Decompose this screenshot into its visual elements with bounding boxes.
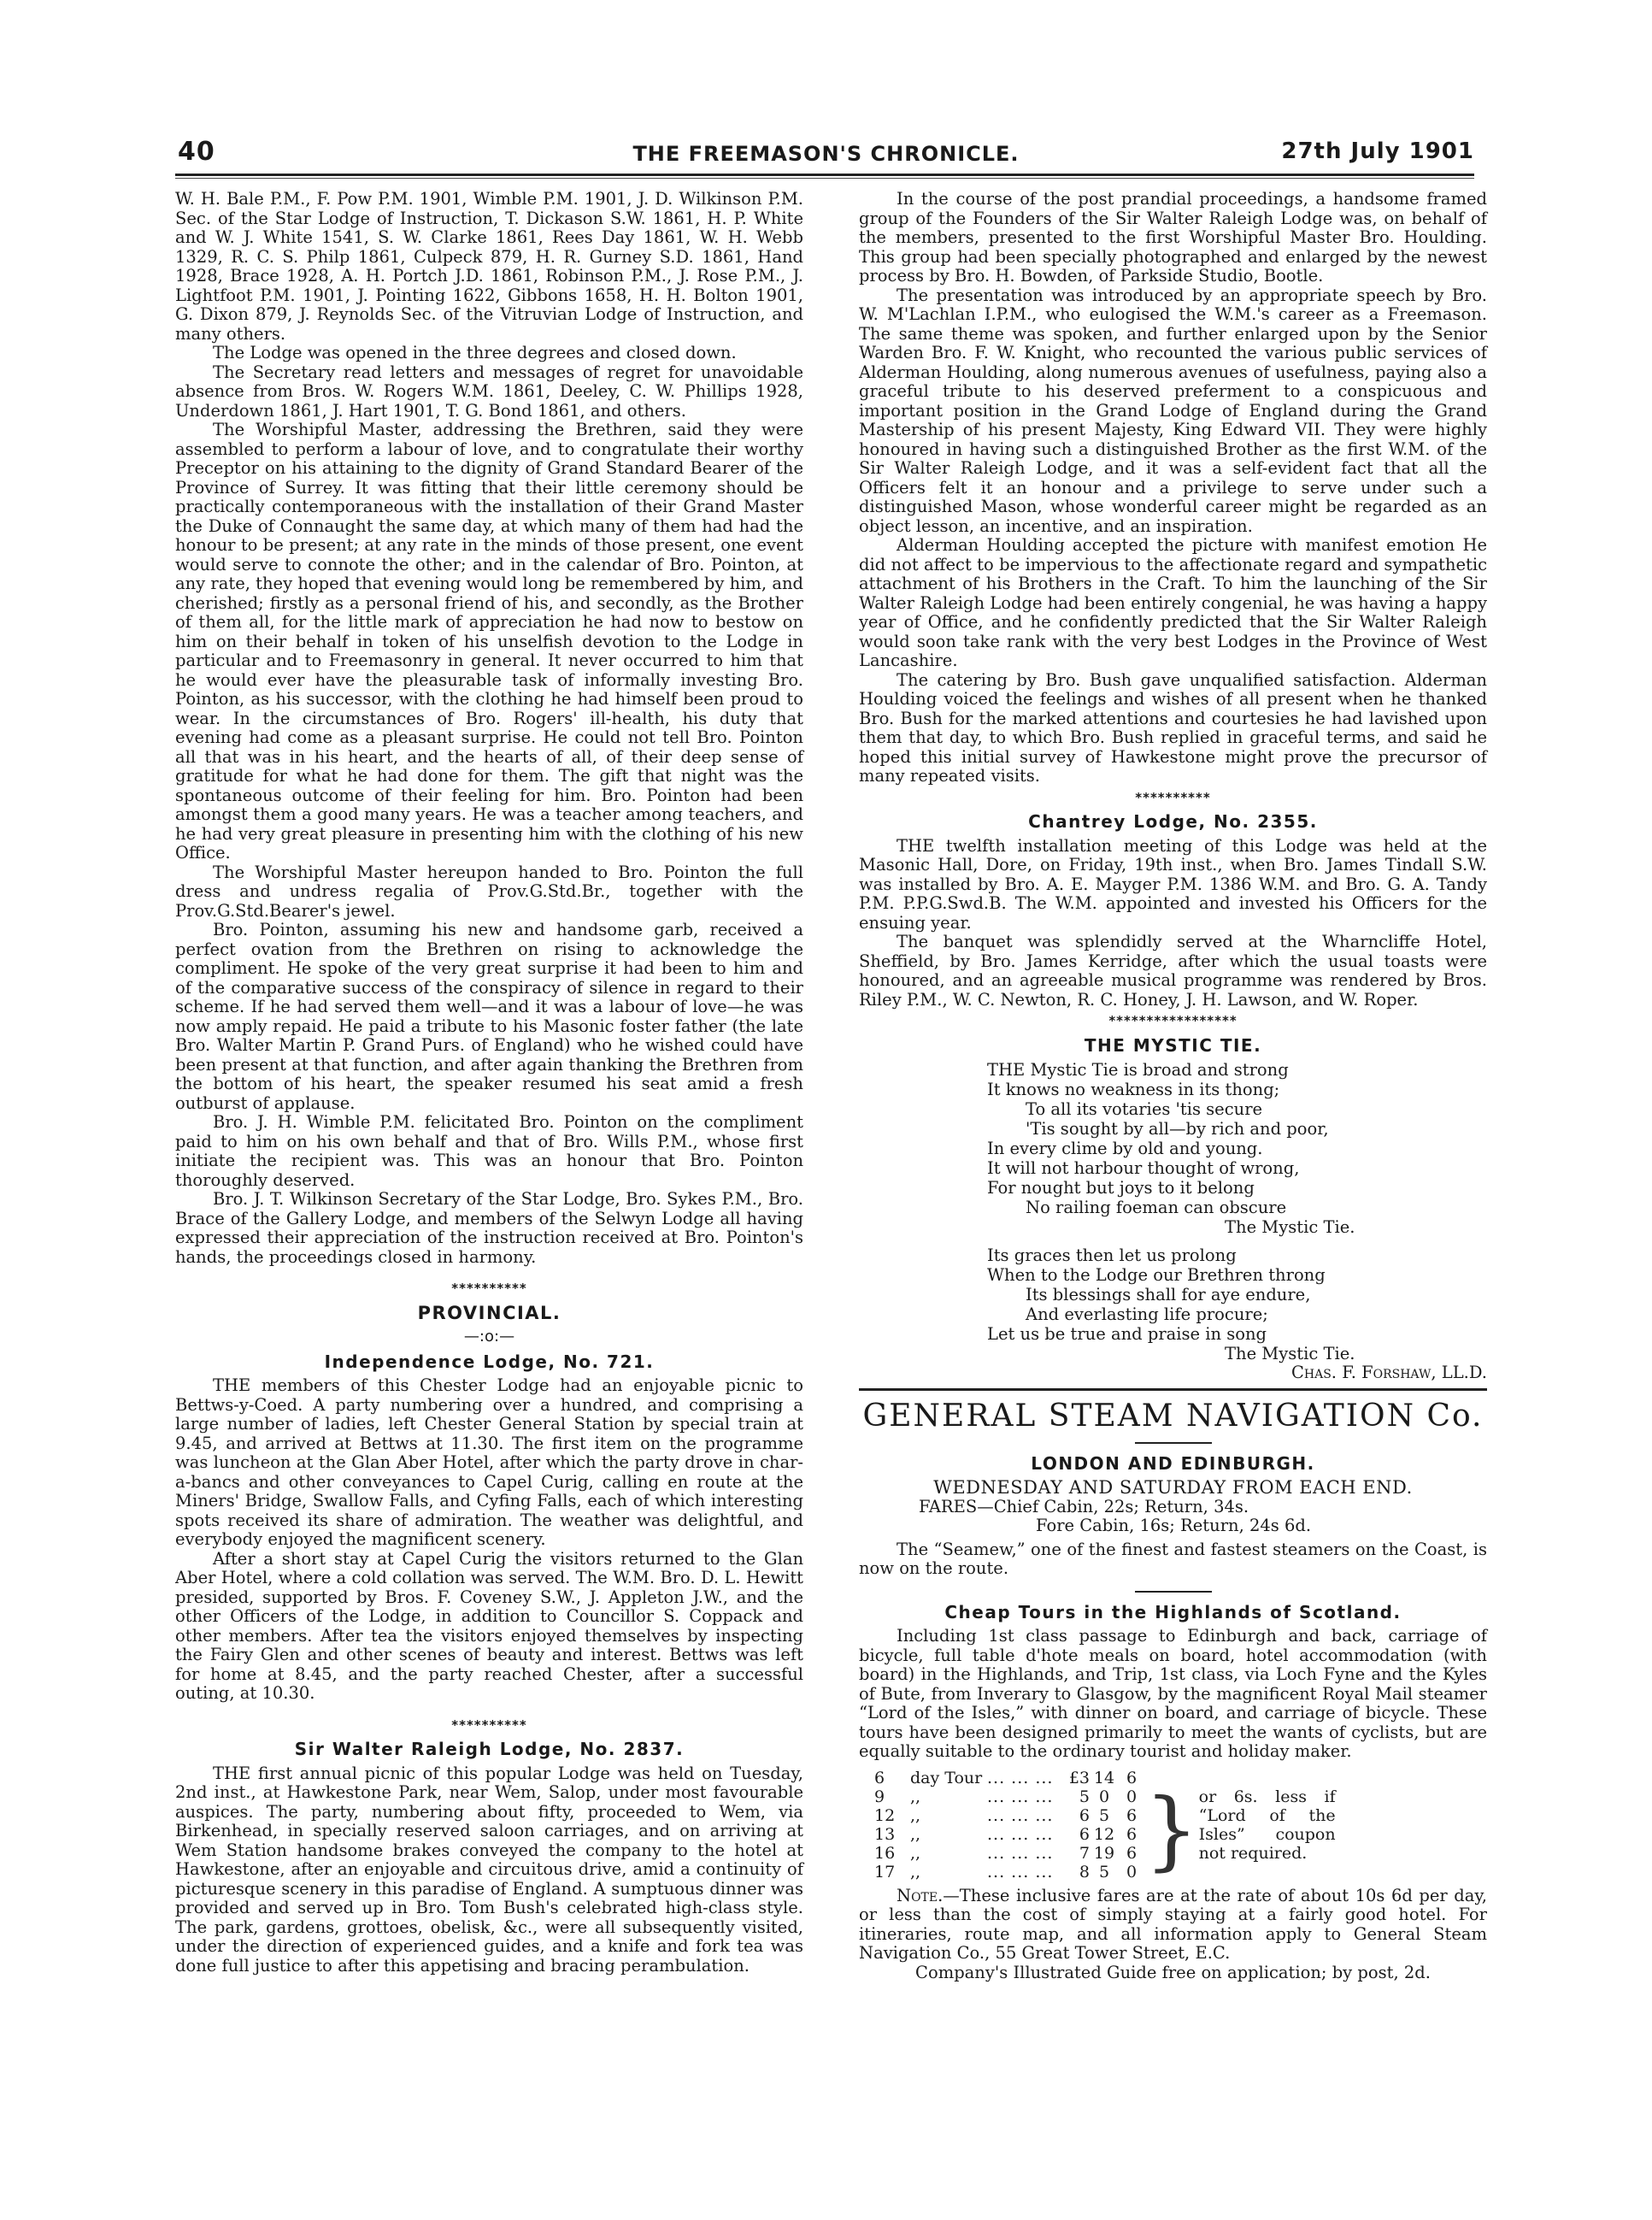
steamer-note: The “Seamew,” one of the finest and fastest steamers on the Coast, is now on the route. [859,1539,1487,1578]
article-paragraph: After a short stay at Capel Curig the visitors returned to the Glan Aber Hotel, where a cold collation was served. The W.M. Bro. D. L. Hewitt presided, supported by Bros. F. Coveney S.W., J. Appleton J.W., and the other Officers of the Lodge, in addition to Councillor S. Coppack and other members. After tea the visitors enjoyed themselves by inspecting the Fairy Glen and other scenes of beauty and interest. Bettws was left for home at 8.45, and the party reached Chester, after a successful outing, at 10.30. [175,1548,803,1703]
fares-line: Fore Cabin, 16s; Return, 24s 6d. [1036,1515,1312,1535]
poem-line: It will not harbour thought of wrong, [987,1158,1300,1178]
poem-line: In every clime by old and young. [987,1139,1263,1158]
masthead-rule-thin [175,178,1474,179]
poem-line: THE Mystic Tie is broad and strong [987,1060,1289,1080]
poem-line: When to the Lodge our Brethren throng [987,1265,1326,1285]
advertisement-rule [859,1388,1487,1391]
section-separator: ***************** [1108,1013,1238,1028]
tours-description: Including 1st class passage to Edinburgh and back, carriage of bicycle, full table d'hote meals on board, hotel accommodation (with board) in the Highlands, and Trip, 1st class, via Loch Fyne and the Kyles of Bute, from Inverary to Glasgow, by the magnificent Royal Mail steamer “Lord of the Isles,” with dinner on board, and carriage of bicycle. These tours have been designed primarily to meet the wants of cyclists, but are equally suitable to the ordinary tourist and holiday maker. [859,1626,1487,1761]
ornament-divider: —:o:— [463,1328,515,1346]
article-heading-independence-lodge: Independence Lodge, No. 721. [324,1351,655,1372]
section-heading-provincial: PROVINCIAL. [417,1302,561,1323]
article-paragraph: The banquet was splendidly served at the Wharncliffe Hotel, Sheffield, by Bro. James Kerridge, after which the usual toasts were honoured, and an agreeable musical programme was rendered by Bros. Riley P.M., W. C. Newton, R. C. Honey, J. H. Lawson, and W. Roper. [859,932,1487,1010]
table-row: 9 ,, ... ... ... 5 0 0 } or 6s. less if “Lord of the Isles” coupon not required. [874,1779,1336,1880]
masthead [178,137,1474,173]
article-paragraph: Bro. J. H. Wimble P.M. felicitated Bro. Pointon on the compliment paid to him on his own behalf and that of Bro. Wills P.M., whose first initiate the recipient was. This was an honour that Bro. Pointon thoroughly deserved. [175,1112,803,1190]
poem-line: It knows no weakness in its thong; [987,1080,1280,1099]
drop-lead: THE [213,1375,251,1395]
poem-line: For nought but joys to it belong [987,1178,1255,1198]
article-paragraph: The Secretary read letters and messages of regret for unavoidable absence from Bros. W. Rogers W.M. 1861, Deeley, C. W. Phillips 1928, Underdown 1861, J. Hart 1901, T. G. Bond 1861, and others. [175,362,803,421]
route-heading: LONDON AND EDINBURGH. [1031,1452,1315,1474]
schedule-line: WEDNESDAY AND SATURDAY FROM EACH END. [933,1477,1413,1498]
article-paragraph: The presentation was introduced by an appropriate speech by Bro. W. M'Lachlan I.P.M., who eulogised the W.M.'s career as a Freemason. The same theme was spoken, and further enlarged upon by the Senior Warden Bro. F. W. Knight, who recounted the various public services of Alderman Houlding, along numerous avenues of usefulness, paying also a graceful tribute to his deserved preferment to a conspicuous and important position in the Grand Lodge of England during the Grand Mastership of his present Majesty, King Edward VII. They were highly honoured in having such a distinguished Brother as the first W.M. of the Sir Walter Raleigh Lodge, and it was a self-evident fact that all the Officers felt it an honour and a privilege to serve under such a distinguished Mason, whose wonderful career might be regarded as an object lesson, an incentive, and an inspiration. [859,285,1487,536]
article-paragraph: Bro. J. T. Wilkinson Secretary of the Star Lodge, Bro. Sykes P.M., Bro. Brace of the Gallery Lodge, and members of the Selwyn Lodge all having expressed their appreciation of the instruction received at Bro. Pointon's hands, the proceedings closed in harmony. [175,1189,803,1267]
poem-refrain: The Mystic Tie. [1225,1217,1355,1237]
article-paragraph: The Lodge was opened in the three degrees and closed down. [213,343,737,362]
poem-line: Its blessings shall for aye endure, [1026,1285,1311,1304]
fares-note: Note.—These inclusive fares are at the rate of about 10s 6d per day, or less than the cost of simply staying at a fairly good hotel. For itineraries, route map, and all information apply to General Steam Navigation Co., 55 Great Tower Street, E.C. [859,1885,1487,1963]
short-rule [1135,1442,1212,1444]
fares-block [919,1498,1487,1535]
fares-line: FARES—Chief Cabin, 22s; Return, 34s. [919,1496,1249,1516]
table-row: 16 ,, ... ... ... 7 19 6 [874,1843,1138,1863]
issue-date: 27th July 1901 [1281,138,1474,164]
table-row: 6 day Tour ... ... ... £3 14 6 [874,1768,1138,1787]
section-separator: ********** [451,1717,527,1733]
attendees-paragraph: W. H. Bale P.M., F. Pow P.M. 1901, Wimble P.M. 1901, J. D. Wilkinson P.M. Sec. of the Star Lodge of Instruction, T. Dickason S.W. 1861, H. P. White and W. J. White 1541, S. W. Clarke 1861, Rees Day 1861, W. H. Webb 1329, R. C. S. Philp 1861, Culpeck 879, H. R. Gurney S.D. 1861, Hand 1928, Brace 1928, A. H. Portch J.D. 1861, Robinson P.M., J. Rose P.M., J. Lightfoot P.M. 1901, J. Pointing 1622, Gibbons 1658, H. H. Bolton 1901, G. Dixon 879, J. Reynolds Sec. of the Vitruvian Lodge of Instruction, and many others. [175,189,803,344]
right-column [859,190,1487,1982]
article-paragraph: The catering by Bro. Bush gave unqualified satisfaction. Alderman Houlding voiced the feelings and wishes of all present when he thanked Bro. Bush for the marked attentions and courtesies he had lavished upon them that day, to which Bro. Bush replied in graceful terms, and said he hoped this initial survey of Hawkestone might prove the precursor of many repeated visits. [859,669,1487,786]
masthead-rule [175,174,1474,176]
drop-lead: THE [897,835,935,856]
publication-title: THE FREEMASON'S CHRONICLE. [632,142,1020,166]
poem [987,1060,1487,1363]
poem-line: Let us be true and praise in song [987,1324,1267,1344]
advertiser-name: GENERAL STEAM NAVIGATION Co. [862,1398,1484,1434]
advertisement [859,1398,1487,1983]
article-paragraph: Bro. Pointon, assuming his new and handsome garb, received a perfect ovation from the Brethren on rising to acknowledge the compliment. He spoke of the very great surprise it had been to him and of the comparative success of the conspiracy of silence in regard to their scheme. If he had served them well—and it was a labour of love—he was now amply repaid. He paid a tribute to his Masonic foster father (the late Bro. Walter Martin P. Grand Purs. of England) who he wished could have been present at that function, and after again thanking the Brethren from the bottom of his heart, the speaker resumed his seat amid a fresh outburst of applause. [175,920,803,1113]
poem-title: THE MYSTIC TIE. [1084,1034,1262,1056]
section-separator: ********** [451,1281,527,1296]
guide-offer: Company's Illustrated Guide free on application; by post, 2d. [915,1962,1431,1982]
article-heading-chantrey-lodge: Chantrey Lodge, No. 2355. [1028,811,1318,832]
article-paragraph: The Worshipful Master, addressing the Brethren, said they were assembled to perform a labour of love, and to congratulate their worthy Preceptor on his attaining to the dignity of Grand Standard Bearer of the Province of Surrey. It was fitting that their little ceremony should be practically contemporaneous with the installation of their Grand Master the Duke of Connaught the same day, at which many of them had had the honour to be present; at any rate in the minds of those present, one event would serve to connote the other; and in the calendar of Bro. Pointon, at any rate, they hoped that evening would long be remembered by him, and cherished; firstly as a personal friend of his, and secondly, as the Brother of them all, for the little mark of appreciation he had now to bestow on him on their behalf in token of his unselfish devotion to the Lodge in particular and to Freemasonry in general. It never occurred to him that he would ever have the pleasurable task of informally investing Bro. Pointon, as his successor, with the clothing he had himself been proud to wear. In the circumstances of Bro. Rogers' ill-health, his duty that evening had come as a pleasant surprise. He could not tell Bro. Pointon all that was in his heart, and the hearts of all, of their deep sense of gratitude for what he had done for them. The gift that night was the spontaneous outcome of their feeling for him. Bro. Pointon had been amongst them a good many years. He was a teacher among teachers, and he had very great pleasure in presenting him with the clothing of his new Office. [175,420,803,863]
article-paragraph: THE members of this Chester Lodge had an enjoyable picnic to Bettws-y-Coed. A party numbering over a hundred, and comprising a large number of ladies, left Chester General Station by special train at 9.45, and arrived at Bettws at 11.30. The first item on the programme was luncheon at the Glan Aber Hotel, after which the party drove in char-a-bancs and other conveyances to Capel Curig, calling en route at the Miners' Bridge, Swallow Falls, and Cyfing Falls, each of which interesting spots received its share of admiration. The weather was delightful, and everybody enjoyed the magnificent scenery. [175,1375,803,1549]
article-paragraph: THE twelfth installation meeting of this Lodge was held at the Masonic Hall, Dore, on Friday, 19th inst., when Bro. James Tindall S.W. was installed by Bro. A. E. Mayger P.M. 1386 W.M. and Bro. G. A. Tandy P.M. P.P.G.Swd.B. The W.M. appointed and invested his Officers for the ensuing year. [859,835,1487,933]
table-row: 13 ,, ... ... ... 6 12 6 [874,1824,1138,1844]
drop-lead: THE [213,1763,251,1783]
tours-heading: Cheap Tours in the Highlands of Scotland. [944,1601,1402,1622]
short-rule [1135,1591,1212,1593]
table-row: 17 ,, ... ... ... 8 5 0 [874,1862,1138,1881]
section-separator: ********** [1135,789,1211,805]
poem-line: No railing foeman can obscure [1026,1198,1287,1217]
article-paragraph: THE first annual picnic of this popular Lodge was held on Tuesday, 2nd inst., at Hawkestone Park, near Wem, Salop, under most favourable auspices. The party, numbering about fifty, proceeded to Wem, via Birkenhead, in specially reserved saloon carriages, and on arriving at Wem Station handsome brakes conveyed the company to the hotel at Hawkestone, after an enjoyable and circuitous drive, amid a continuity of picturesque scenery in this paradise of England. A sumptuous dinner was provided and served up in Bro. Tom Bush's celebrated high-class style. The park, gardens, grottoes, obelisk, &c., were all subsequently visited, under the direction of experienced guides, and a knife and fork tea was done full justice to after this appetising and bracing perambulation. [175,1763,803,1976]
poem-line: And everlasting life procure; [1026,1304,1268,1324]
brace-symbol: } [1144,1779,1199,1880]
note-lead: Note. [897,1885,944,1905]
poem-refrain: The Mystic Tie. [1225,1344,1355,1363]
poem-line: Its graces then let us prolong [987,1245,1237,1265]
page-number: 40 [178,137,215,167]
poem-author: Chas. F. Forshaw, LL.D. [1290,1363,1487,1382]
table-row: 12 ,, ... ... ... 6 5 6 [874,1805,1138,1825]
article-paragraph: The Worshipful Master hereupon handed to Bro. Pointon the full dress and undress regalia of Prov.G.Std.Br., together with the Prov.G.Std.Bearer's jewel. [175,862,803,921]
left-column [175,190,803,1976]
tour-price-table [874,1769,1336,1881]
article-paragraph: In the course of the post prandial proceedings, a handsome framed group of the Founders of the Sir Walter Raleigh Lodge was, on behalf of the members, presented to the first Worshipful Master Bro. Houlding. This group had been specially photographed and enlarged by the newest process by Bro. H. Bowden, of Parkside Studio, Bootle. [859,189,1487,286]
poem-line: 'Tis sought by all—by rich and poor, [1026,1119,1329,1139]
poem-line: To all its votaries 'tis secure [1026,1099,1263,1119]
article-paragraph: Alderman Houlding accepted the picture with manifest emotion He did not affect to be impervious to the affectionate regard and sympathetic attachment of his Brothers in the Craft. To him the launching of the Sir Walter Raleigh Lodge had been entirely congenial, he was having a happy year of Office, and he confidently predicted that the Sir Walter Raleigh would soon take rank with the very best Lodges in the Province of West Lancashire. [859,535,1487,670]
article-heading-sir-walter-raleigh-lodge: Sir Walter Raleigh Lodge, No. 2837. [294,1739,685,1759]
coupon-note: or 6s. less if “Lord of the Isles” coupon not required. [1198,1787,1336,1863]
